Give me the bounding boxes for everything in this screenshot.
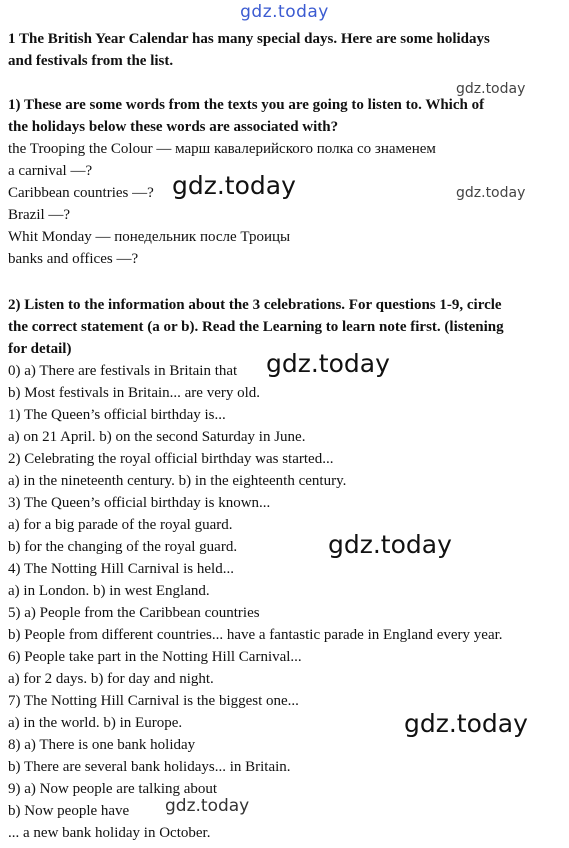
task2-line: 6) People take part in the Notting Hill Carnival... — [8, 649, 302, 665]
task2-heading-line-1: 2) Listen to the information about the 3 celebrations. For questions 1-9, circle — [8, 297, 502, 313]
task1-item: the Trooping the Colour — марш кавалерийского полка со знаменем — [8, 141, 436, 157]
task2-line: a) on 21 April. b) on the second Saturday in June. — [8, 429, 306, 445]
task2-line: 4) The Notting Hill Carnival is held... — [8, 561, 234, 577]
watermark: gdz.today — [172, 171, 296, 200]
task2-line: b) Most festivals in Britain... are very old. — [8, 385, 261, 401]
task2-line: 1) The Queen’s official birthday is... — [8, 407, 226, 423]
task2-line: a) for 2 days. b) for day and night. — [8, 671, 214, 687]
task2-line: 7) The Notting Hill Carnival is the biggest one... — [8, 693, 299, 709]
task2-line: b) People from different countries... have a fantastic parade in England every year. — [8, 627, 503, 643]
task2-line: 8) a) There is one bank holiday — [8, 737, 196, 753]
task2-line: b) Now people have — [8, 803, 130, 819]
task1-item: banks and offices —? — [8, 251, 139, 267]
watermark: gdz.today — [456, 81, 526, 97]
task1-heading-line-2: the holidays below these words are associated with? — [8, 119, 339, 135]
watermark: gdz.today — [266, 349, 390, 378]
watermark: gdz.today — [404, 709, 528, 738]
task1-item: Brazil —? — [8, 207, 71, 223]
task2-line: 9) a) Now people are talking about — [8, 781, 218, 797]
task2-line: a) in London. b) in west England. — [8, 583, 210, 599]
watermark: gdz.today — [165, 796, 250, 816]
task2-line: 0) a) There are festivals in Britain that — [8, 363, 238, 379]
task2-line: a) for a big parade of the royal guard. — [8, 517, 233, 533]
task2-line: 3) The Queen’s official birthday is known... — [8, 495, 271, 511]
task2-line: ... a new bank holiday in October. — [8, 825, 211, 841]
task2-line: 5) a) People from the Caribbean countries — [8, 605, 260, 621]
task2-line: a) in the nineteenth century. b) in the eighteenth century. — [8, 473, 347, 489]
watermark-top: gdz.today — [240, 2, 329, 22]
task2-heading-line-2: the correct statement (a or b). Read the Learning to learn note first. (listening — [8, 319, 504, 335]
watermark: gdz.today — [456, 185, 526, 201]
task1-item: a carnival —? — [8, 163, 93, 179]
task2-line: a) in the world. b) in Europe. — [8, 715, 183, 731]
section-title-line-2: and festivals from the list. — [8, 53, 174, 69]
watermark: gdz.today — [328, 530, 452, 559]
task2-line: b) for the changing of the royal guard. — [8, 539, 238, 555]
task2-line: b) There are several bank holidays... in Britain. — [8, 759, 291, 775]
task2-heading-line-3: for detail) — [8, 341, 72, 357]
task1-heading-line-1: 1) These are some words from the texts you are going to listen to. Which of — [8, 97, 485, 113]
task2-line: 2) Celebrating the royal official birthday was started... — [8, 451, 334, 467]
task1-item: Caribbean countries —? — [8, 185, 154, 201]
section-title-line-1: 1 The British Year Calendar has many special days. Here are some holidays — [8, 31, 490, 47]
task1-item: Whit Monday — понедельник после Троицы — [8, 229, 291, 245]
